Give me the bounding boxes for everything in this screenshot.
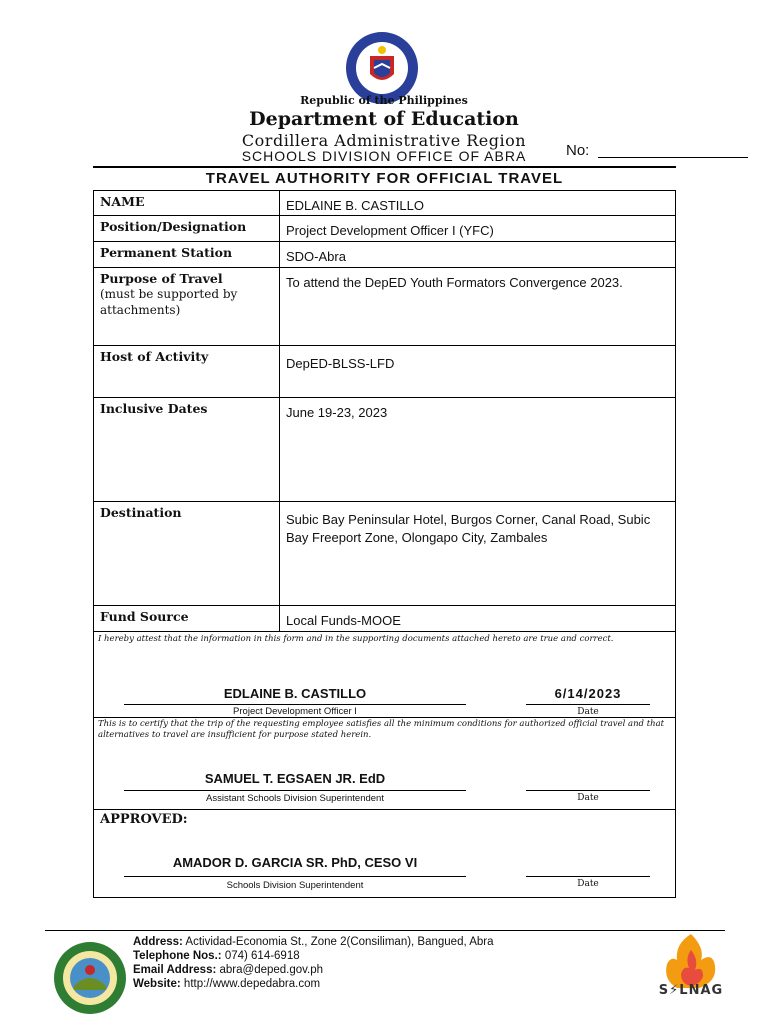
row-name	[94, 191, 675, 216]
requester-date[interactable]: 6/14/2023	[554, 686, 622, 701]
station-label: Permanent Station	[94, 242, 280, 267]
recommender-position: Assistant Schools Division Superintendent	[206, 793, 384, 804]
attestation-text: I hereby attest that the information in this form and in the supporting documents attached hereto are true and correct.	[98, 634, 614, 644]
requester-signature-line[interactable]	[124, 704, 466, 705]
purpose-label: Purpose of Travel (must be supported by attachments)	[94, 268, 280, 345]
recommender-date-line[interactable]	[526, 790, 650, 791]
approved-label: APPROVED:	[100, 812, 188, 827]
certification-section	[94, 718, 675, 810]
fund-value[interactable]: Local Funds-MOOE	[286, 613, 401, 628]
approver-name: AMADOR D. GARCIA SR. PhD, CESO VI	[172, 855, 418, 870]
row-purpose	[94, 268, 675, 346]
svg-text:S⚡LNAG: S⚡LNAG	[658, 983, 724, 998]
row-fund	[94, 606, 675, 632]
destination-value[interactable]: Subic Bay Peninsular Hotel, Burgos Corner, Canal Road, Subic Bay Freeport Zone, Olongapo City, Zambales	[286, 512, 651, 545]
approver-date-line[interactable]	[526, 876, 650, 877]
region-name: Cordillera Administrative Region	[241, 131, 527, 150]
travel-authority-form	[93, 190, 676, 898]
approver-date-label: Date	[577, 879, 599, 889]
division-seal	[52, 940, 128, 1016]
position-label: Position/Designation	[94, 216, 280, 241]
row-position	[94, 216, 675, 242]
silnag-logo	[655, 930, 727, 998]
approver-position: Schools Division Superintendent	[226, 880, 364, 891]
recommender-name: SAMUEL T. EGSAEN JR. EdD	[204, 771, 386, 786]
requester-date-line	[526, 704, 650, 705]
division-name: SCHOOLS DIVISION OFFICE OF ABRA	[241, 148, 527, 164]
recommender-signature-line[interactable]	[124, 790, 466, 791]
document-number-label: No:	[566, 142, 590, 159]
row-dates	[94, 398, 675, 502]
footer-address: Address: Actividad-Economia St., Zone 2(Consiliman), Bangued, Abra	[133, 936, 494, 948]
footer-divider	[45, 930, 725, 931]
fund-label: Fund Source	[94, 606, 280, 631]
dates-label: Inclusive Dates	[94, 398, 280, 501]
document-number-field[interactable]	[598, 157, 748, 158]
email-link[interactable]: abra@deped.gov.ph	[219, 964, 324, 976]
name-label: NAME	[94, 191, 280, 215]
form-title: TRAVEL AUTHORITY FOR OFFICIAL TRAVEL	[205, 170, 564, 187]
row-destination	[94, 502, 675, 606]
approval-section	[94, 810, 675, 897]
dates-value[interactable]: June 19-23, 2023	[286, 405, 388, 420]
name-value[interactable]: EDLAINE B. CASTILLO	[286, 198, 424, 213]
requester-date-label: Date	[577, 707, 599, 717]
department-name: Department of Education	[249, 108, 519, 130]
destination-label: Destination	[94, 502, 280, 605]
attestation-section	[94, 632, 675, 718]
approver-signature-line[interactable]	[124, 876, 466, 877]
position-value[interactable]: Project Development Officer I (YFC)	[286, 223, 494, 238]
certification-text: This is to certify that the trip of the requesting employee satisfies all the minimum conditions for authorized official travel and that alternatives to travel are insufficient for purpose stated herein.	[98, 719, 665, 740]
purpose-note: (must be supported by attachments)	[100, 287, 238, 317]
host-value[interactable]: DepED-BLSS-LFD	[286, 356, 395, 371]
header-divider	[93, 166, 676, 168]
recommender-date-label: Date	[577, 793, 599, 803]
row-host	[94, 346, 675, 398]
footer-telephone: Telephone Nos.: 074) 614-6918	[133, 950, 300, 962]
host-label: Host of Activity	[94, 346, 280, 397]
requester-name: EDLAINE B. CASTILLO	[223, 686, 367, 701]
row-station	[94, 242, 675, 268]
station-value[interactable]: SDO-Abra	[286, 249, 346, 264]
footer-website: Website: http://www.depedabra.com	[133, 978, 321, 990]
requester-position: Project Development Officer I	[233, 706, 357, 717]
republic-line: Republic of the Philippines	[300, 94, 468, 107]
purpose-value[interactable]: To attend the DepED Youth Formators Convergence 2023.	[286, 275, 623, 290]
footer-email: Email Address: abra@deped.gov.ph	[133, 964, 324, 976]
website-link[interactable]: http://www.depedabra.com	[183, 978, 321, 990]
